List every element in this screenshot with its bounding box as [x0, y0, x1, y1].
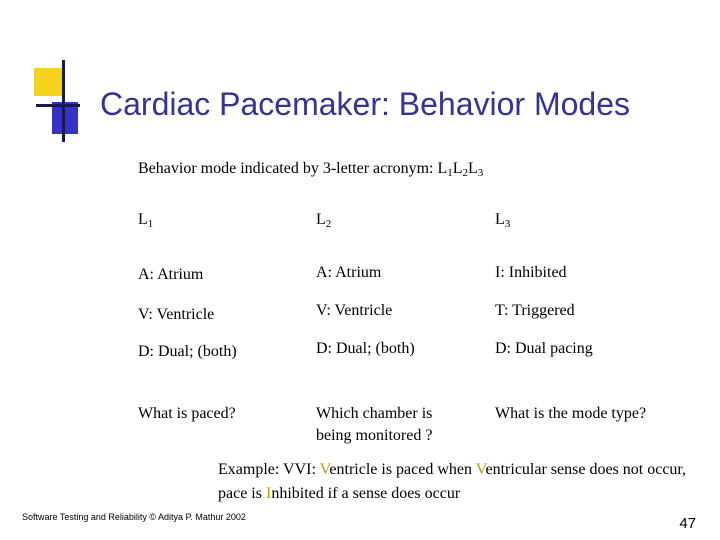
table-cell: D: Dual; (both) [138, 343, 237, 360]
table-cell: A: Atrium [138, 266, 204, 283]
example-text [218, 458, 698, 506]
slide-logo [30, 60, 82, 150]
table-cell: I: Inhibited [495, 264, 567, 281]
table-cell: What is paced? [138, 405, 236, 422]
logo-vertical-line [62, 60, 65, 142]
acronym-letter: L [452, 160, 463, 177]
table-cell: What is the mode type? [495, 405, 647, 422]
header-subscript: 1 [147, 218, 154, 230]
header-letter: L [495, 211, 505, 228]
header-l3 [495, 211, 510, 229]
table-cell: V: Ventricle [316, 302, 393, 319]
header-letter: L [138, 211, 148, 228]
example-highlight: I [265, 485, 272, 502]
table-cell: T: Triggered [495, 302, 575, 319]
table-cell: A: Atrium [316, 264, 382, 281]
example-part: Example: VVI: [218, 461, 320, 478]
example-part: nhibited if a sense does occur [271, 485, 461, 502]
header-letter: L [316, 211, 326, 228]
acronym-subscript: 1 [447, 167, 453, 179]
acronym-letter: L [437, 160, 448, 177]
header-subscript: 3 [504, 218, 511, 230]
intro-text: Behavior mode indicated by 3-letter acronym: [138, 160, 438, 177]
header-subscript: 2 [325, 218, 332, 230]
table-cell: V: Ventricle [138, 306, 215, 323]
slide-title: Cardiac Pacemaker: Behavior Modes [100, 86, 631, 122]
acronym-subscript: 2 [462, 167, 469, 179]
acronym-letter: L [468, 160, 478, 177]
table-cell: Which chamber is being monitored ? [316, 405, 433, 444]
footer-copyright: Software Testing and Reliability © Aditya P. Mathur 2002 [22, 512, 246, 522]
page-number: 47 [679, 515, 696, 532]
logo-horizontal-line [36, 104, 80, 107]
example-highlight: V [475, 461, 486, 478]
example-highlight: V [319, 461, 330, 478]
intro-line [138, 160, 483, 178]
example-part: entricle is paced when [329, 461, 476, 478]
header-l1 [138, 211, 153, 229]
acronym-subscript: 3 [477, 167, 484, 179]
header-l2 [316, 211, 331, 229]
table-cell: D: Dual pacing [495, 340, 593, 357]
table-cell: D: Dual; (both) [316, 340, 415, 357]
example-part: entricular sense does not occur, pace is [218, 461, 687, 502]
logo-yellow-square [34, 68, 62, 96]
